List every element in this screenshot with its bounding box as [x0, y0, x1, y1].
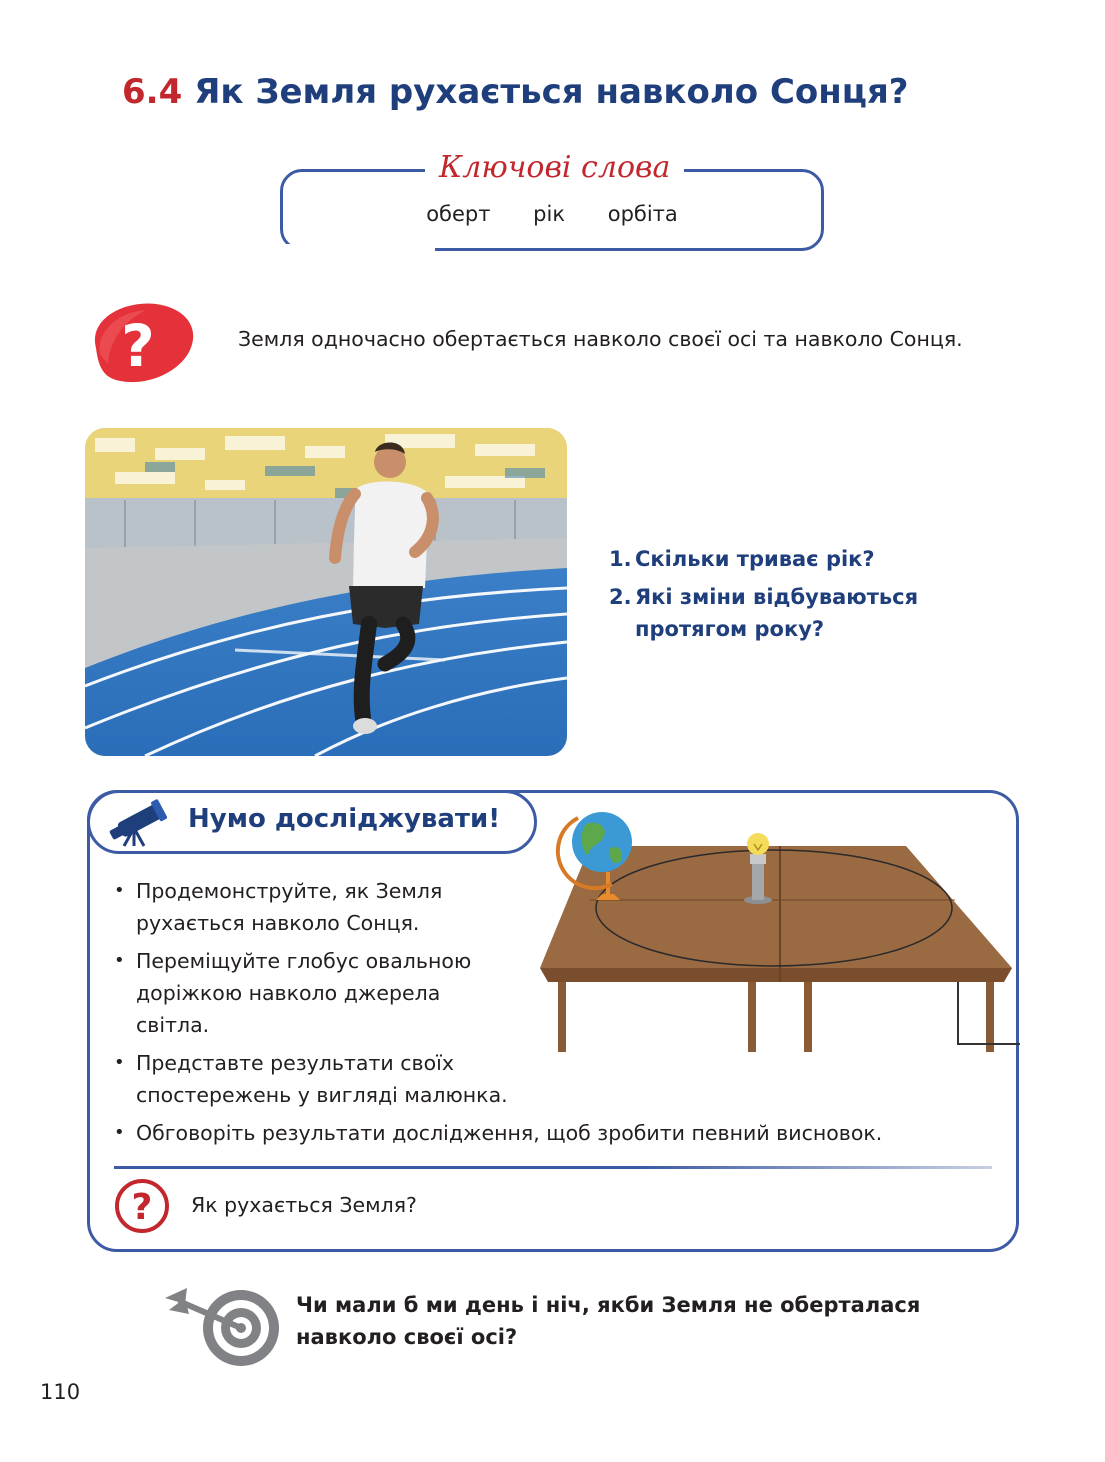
question-mark-icon — [86, 298, 198, 384]
intro-text: Земля одночасно обертається навколо своєї осі та навколо Сонця. — [238, 327, 963, 351]
list-item: • Обговоріть результати дослідження, щоб зробити певний висновок. — [114, 1117, 882, 1149]
keywords-title: Ключові слова — [425, 150, 684, 185]
explore-title: Нумо досліджувати! — [188, 804, 501, 834]
keyword: рік — [533, 202, 566, 226]
keyword: орбіта — [607, 202, 678, 226]
svg-text:?: ? — [131, 1187, 153, 1228]
discussion-questions — [609, 543, 918, 645]
target-arrow-icon — [163, 1280, 281, 1368]
telescope-icon — [104, 796, 170, 848]
list-item: • Продемонструйте, як Земля рухається навколо Сонця. — [114, 875, 882, 939]
keywords-box-gap — [285, 244, 435, 254]
keywords-list — [280, 202, 824, 226]
svg-text:?: ? — [121, 312, 155, 380]
globe-lamp-table-illustration — [530, 800, 1020, 1060]
section-number: 6.4 — [122, 72, 183, 112]
keyword: оберт — [426, 202, 491, 226]
question-item: 2. Які зміни відбуваються протягом року? — [609, 585, 919, 641]
challenge-question: Чи мали б ми день і ніч, якби Земля не оберталася навколо своєї осі? — [296, 1293, 921, 1349]
question-mark-icon — [114, 1178, 170, 1234]
list-item: • Представте результати своїх спостережень у вигляді малюнка. — [114, 1047, 882, 1111]
explore-question: Як рухається Земля? — [191, 1193, 417, 1217]
section-title-text: Як Земля рухається навколо Сонця? — [194, 72, 909, 112]
list-item: • Переміщуйте глобус овальною доріжкою навколо джерела світла. — [114, 945, 882, 1041]
section-title — [122, 72, 909, 112]
page-number: 110 — [40, 1380, 81, 1404]
runner-photo — [85, 428, 567, 756]
question-item: 1. Скільки триває рік? — [609, 547, 875, 571]
divider — [114, 1166, 992, 1169]
